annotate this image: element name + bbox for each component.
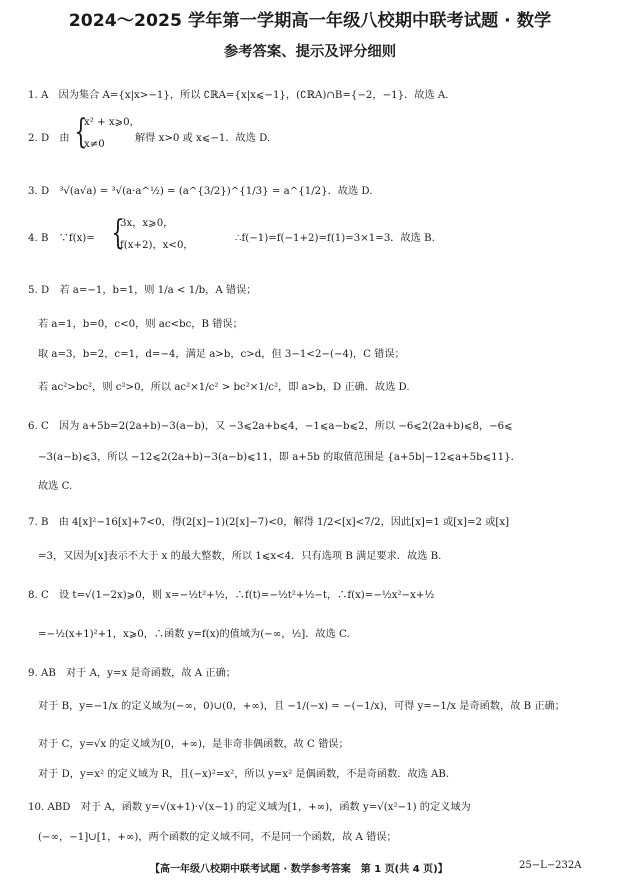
answer-6-line-3: 故选 C. [38,481,73,492]
answer-9-line-1: 9. AB 对于 A，y=x 是奇函数，故 A 正确； [28,668,236,679]
answer-2-case-1: x² + x⩾0， [84,117,140,128]
answer-5-line-2: 若 a=1，b=0，c<0，则 ac<bc，B 错误； [38,319,243,330]
page-subtitle: 参考答案、提示及评分细则 [223,44,397,60]
answer-8-line-1: 8. C 设 t=√(1−2x)⩾0，则 x=−½t²+½，∴f(t)=−½t²+½−t，∴f(x)=−½x²−x+½ [28,590,435,601]
answer-2-tail: 解得 x>0 或 x⩽−1．故选 D. [135,133,271,144]
answer-3: 3. D ³√(a√a) = ³√(a·a^½) = (a^{3/2})^{1/3} = a^{1/2}．故选 D. [28,186,373,197]
answer-2-cases [84,112,140,156]
answer-8-line-2: =−½(x+1)²+1，x⩾0，∴函数 y=f(x)的值域为(−∞，½]．故选 C. [38,629,350,640]
answer-2-case-2: x≠0 [84,139,105,150]
answer-4-case-2: f(x+2)，x<0， [120,240,194,251]
page-footer [0,860,620,874]
answer-2-brace: { [74,112,88,152]
answer-2-label: 2. D 由 [28,133,70,144]
answer-5-line-4: 若 ac²>bc²，则 c²>0，所以 ac²×1/c² > bc²×1/c²，即 a>b，D 正确．故选 D. [38,382,410,393]
answer-7-line-1: 7. B 由 4[x]²−16[x]+7<0，得(2[x]−1)(2[x]−7)<0，解得 1/2<[x]<7/2，因此[x]=1 或[x]=2 或[x] [28,517,510,528]
footer-title: 【高一年级八校期中联考试题 · 数学参考答案 第 1 页(共 4 页)】 [150,864,448,875]
answer-6-line-2: −3(a−b)⩽3，所以 −12⩽2(2a+b)−3(a−b)⩽11，即 a+5b 的取值范围是 {a+5b|−12⩽a+5b⩽11}． [38,452,521,463]
answer-4-tail: ∴f(−1)=f(−1+2)=f(1)=3×1=3．故选 B. [235,233,435,244]
answer-4-label: 4. B ∵f(x)= [28,233,95,244]
answer-10-line-1: 10. ABD 对于 A，函数 y=√(x+1)·√(x−1) 的定义域为[1，+∞)，函数 y=√(x²−1) 的定义域为 [28,802,471,813]
footer-code: 25−L−232A [519,860,582,871]
answer-1: 1. A 因为集合 A={x|x>−1}，所以 ∁ℝA={x|x⩽−1}，(∁ℝA)∩B={−2，−1}．故选 A. [28,90,449,101]
answer-9-line-3: 对于 C，y=√x 的定义域为[0，+∞)，是非奇非偶函数，故 C 错误； [38,739,349,750]
answer-10-line-2: (−∞，−1]∪[1，+∞)，两个函数的定义域不同，不是同一个函数，故 A 错误； [38,832,397,843]
answer-4-cases [120,213,194,257]
answer-5-line-3: 取 a=3，b=2，c=1，d=−4，满足 a>b，c>d，但 3−1<2−(−4)，C 错误； [38,349,405,360]
answer-7-line-2: =3，又因为[x]表示不大于 x 的最大整数，所以 1⩽x<4．只有选项 B 满足要求．故选 B. [38,551,442,562]
answer-4-brace: { [111,213,125,253]
answer-6-line-1: 6. C 因为 a+5b=2(2a+b)−3(a−b)，又 −3⩽2a+b⩽4，−1⩽a−b⩽2，所以 −6⩽2(2a+b)⩽8，−6⩽ [28,421,513,432]
answer-5-line-1: 5. D 若 a=−1，b=1，则 1/a < 1/b，A 错误； [28,285,257,296]
answer-9-line-2: 对于 B，y=−1/x 的定义域为(−∞，0)∪(0，+∞)，且 −1/(−x) = −(−1/x)，可得 y=−1/x 是奇函数，故 B 正确； [38,701,565,712]
page-title: 2024～2025 学年第一学期高一年级八校期中联考试题 · 数学 [68,11,552,31]
answer-4-case-1: 3x，x⩾0， [120,218,174,229]
answer-9-line-4: 对于 D，y=x² 的定义域为 R，且(−x)²=x²，所以 y=x² 是偶函数，不是奇函数．故选 AB. [38,769,450,780]
